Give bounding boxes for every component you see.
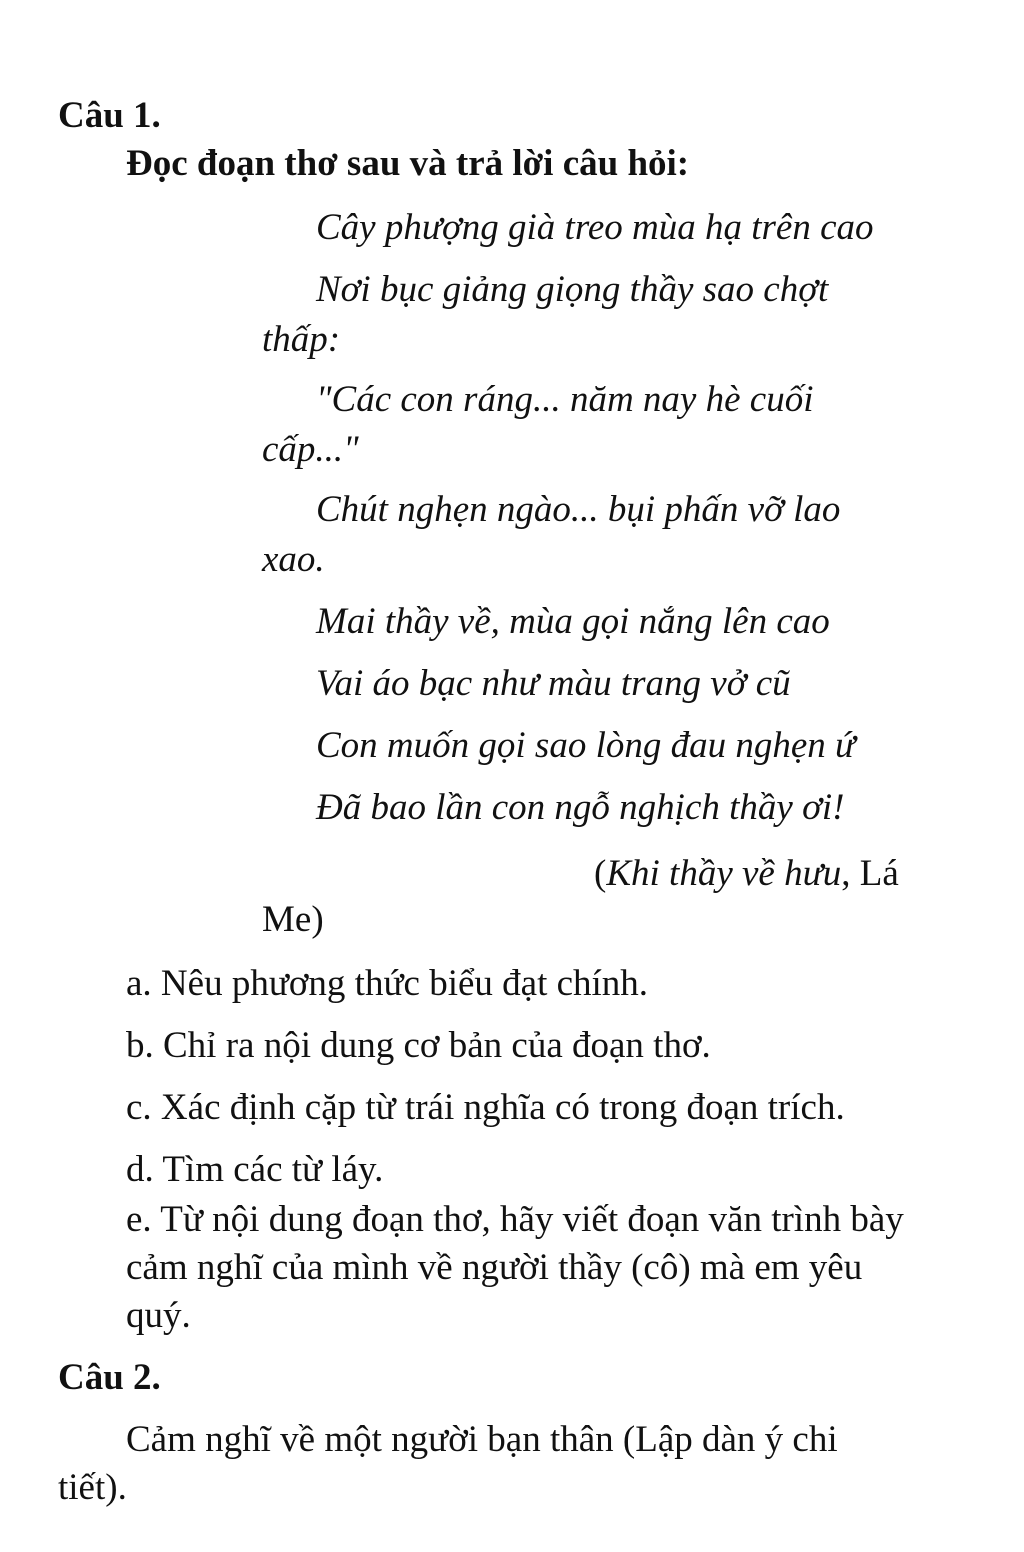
poem-source-continued: Me) xyxy=(262,899,324,940)
poem-line-7: Con muốn gọi sao lòng đau nghẹn ứ xyxy=(316,725,856,766)
task-c: c. Xác định cặp từ trái nghĩa có trong đoạn trích. xyxy=(126,1087,845,1128)
poem-line-2: Nơi bục giảng giọng thầy sao chợt xyxy=(316,269,829,310)
task-a: a. Nêu phương thức biểu đạt chính. xyxy=(126,963,649,1004)
question-2-heading: Câu 2. xyxy=(58,1357,161,1398)
question-1-heading: Câu 1. xyxy=(58,95,161,136)
poem-line-4-continued: xao. xyxy=(262,539,325,580)
task-b: b. Chỉ ra nội dung cơ bản của đoạn thơ. xyxy=(126,1025,711,1066)
poem-line-8: Đã bao lần con ngỗ nghịch thầy ơi! xyxy=(316,787,845,828)
question-2-prompt: Cảm nghĩ về một người bạn thân (Lập dàn ý chi xyxy=(126,1419,838,1460)
poem-source xyxy=(594,852,899,896)
poem-line-4: Chút nghẹn ngào... bụi phấn vỡ lao xyxy=(316,489,841,530)
task-e: e. Từ nội dung đoạn thơ, hãy viết đoạn văn trình bày cảm nghĩ của mình về người thầy (cô) mà em yêu quý. xyxy=(126,1199,904,1336)
task-d: d. Tìm các từ láy. xyxy=(126,1149,384,1190)
poem-line-6: Vai áo bạc như màu trang vở cũ xyxy=(316,663,791,704)
poem-line-3-continued: cấp..." xyxy=(262,429,359,470)
poem-line-3: "Các con ráng... năm nay hè cuối xyxy=(316,379,814,420)
question-1-instruction: Đọc đoạn thơ sau và trả lời câu hỏi: xyxy=(126,143,690,184)
source-open-paren: ( xyxy=(594,853,607,894)
poem-line-2-continued: thấp: xyxy=(262,319,341,360)
question-2-prompt-continued: tiết). xyxy=(58,1467,127,1508)
source-title: Khi thầy về hưu xyxy=(606,853,842,894)
poem-line-1: Cây phượng già treo mùa hạ trên cao xyxy=(316,207,874,248)
poem-line-5: Mai thầy về, mùa gọi nắng lên cao xyxy=(316,601,830,642)
source-author: , Lá xyxy=(841,853,899,894)
